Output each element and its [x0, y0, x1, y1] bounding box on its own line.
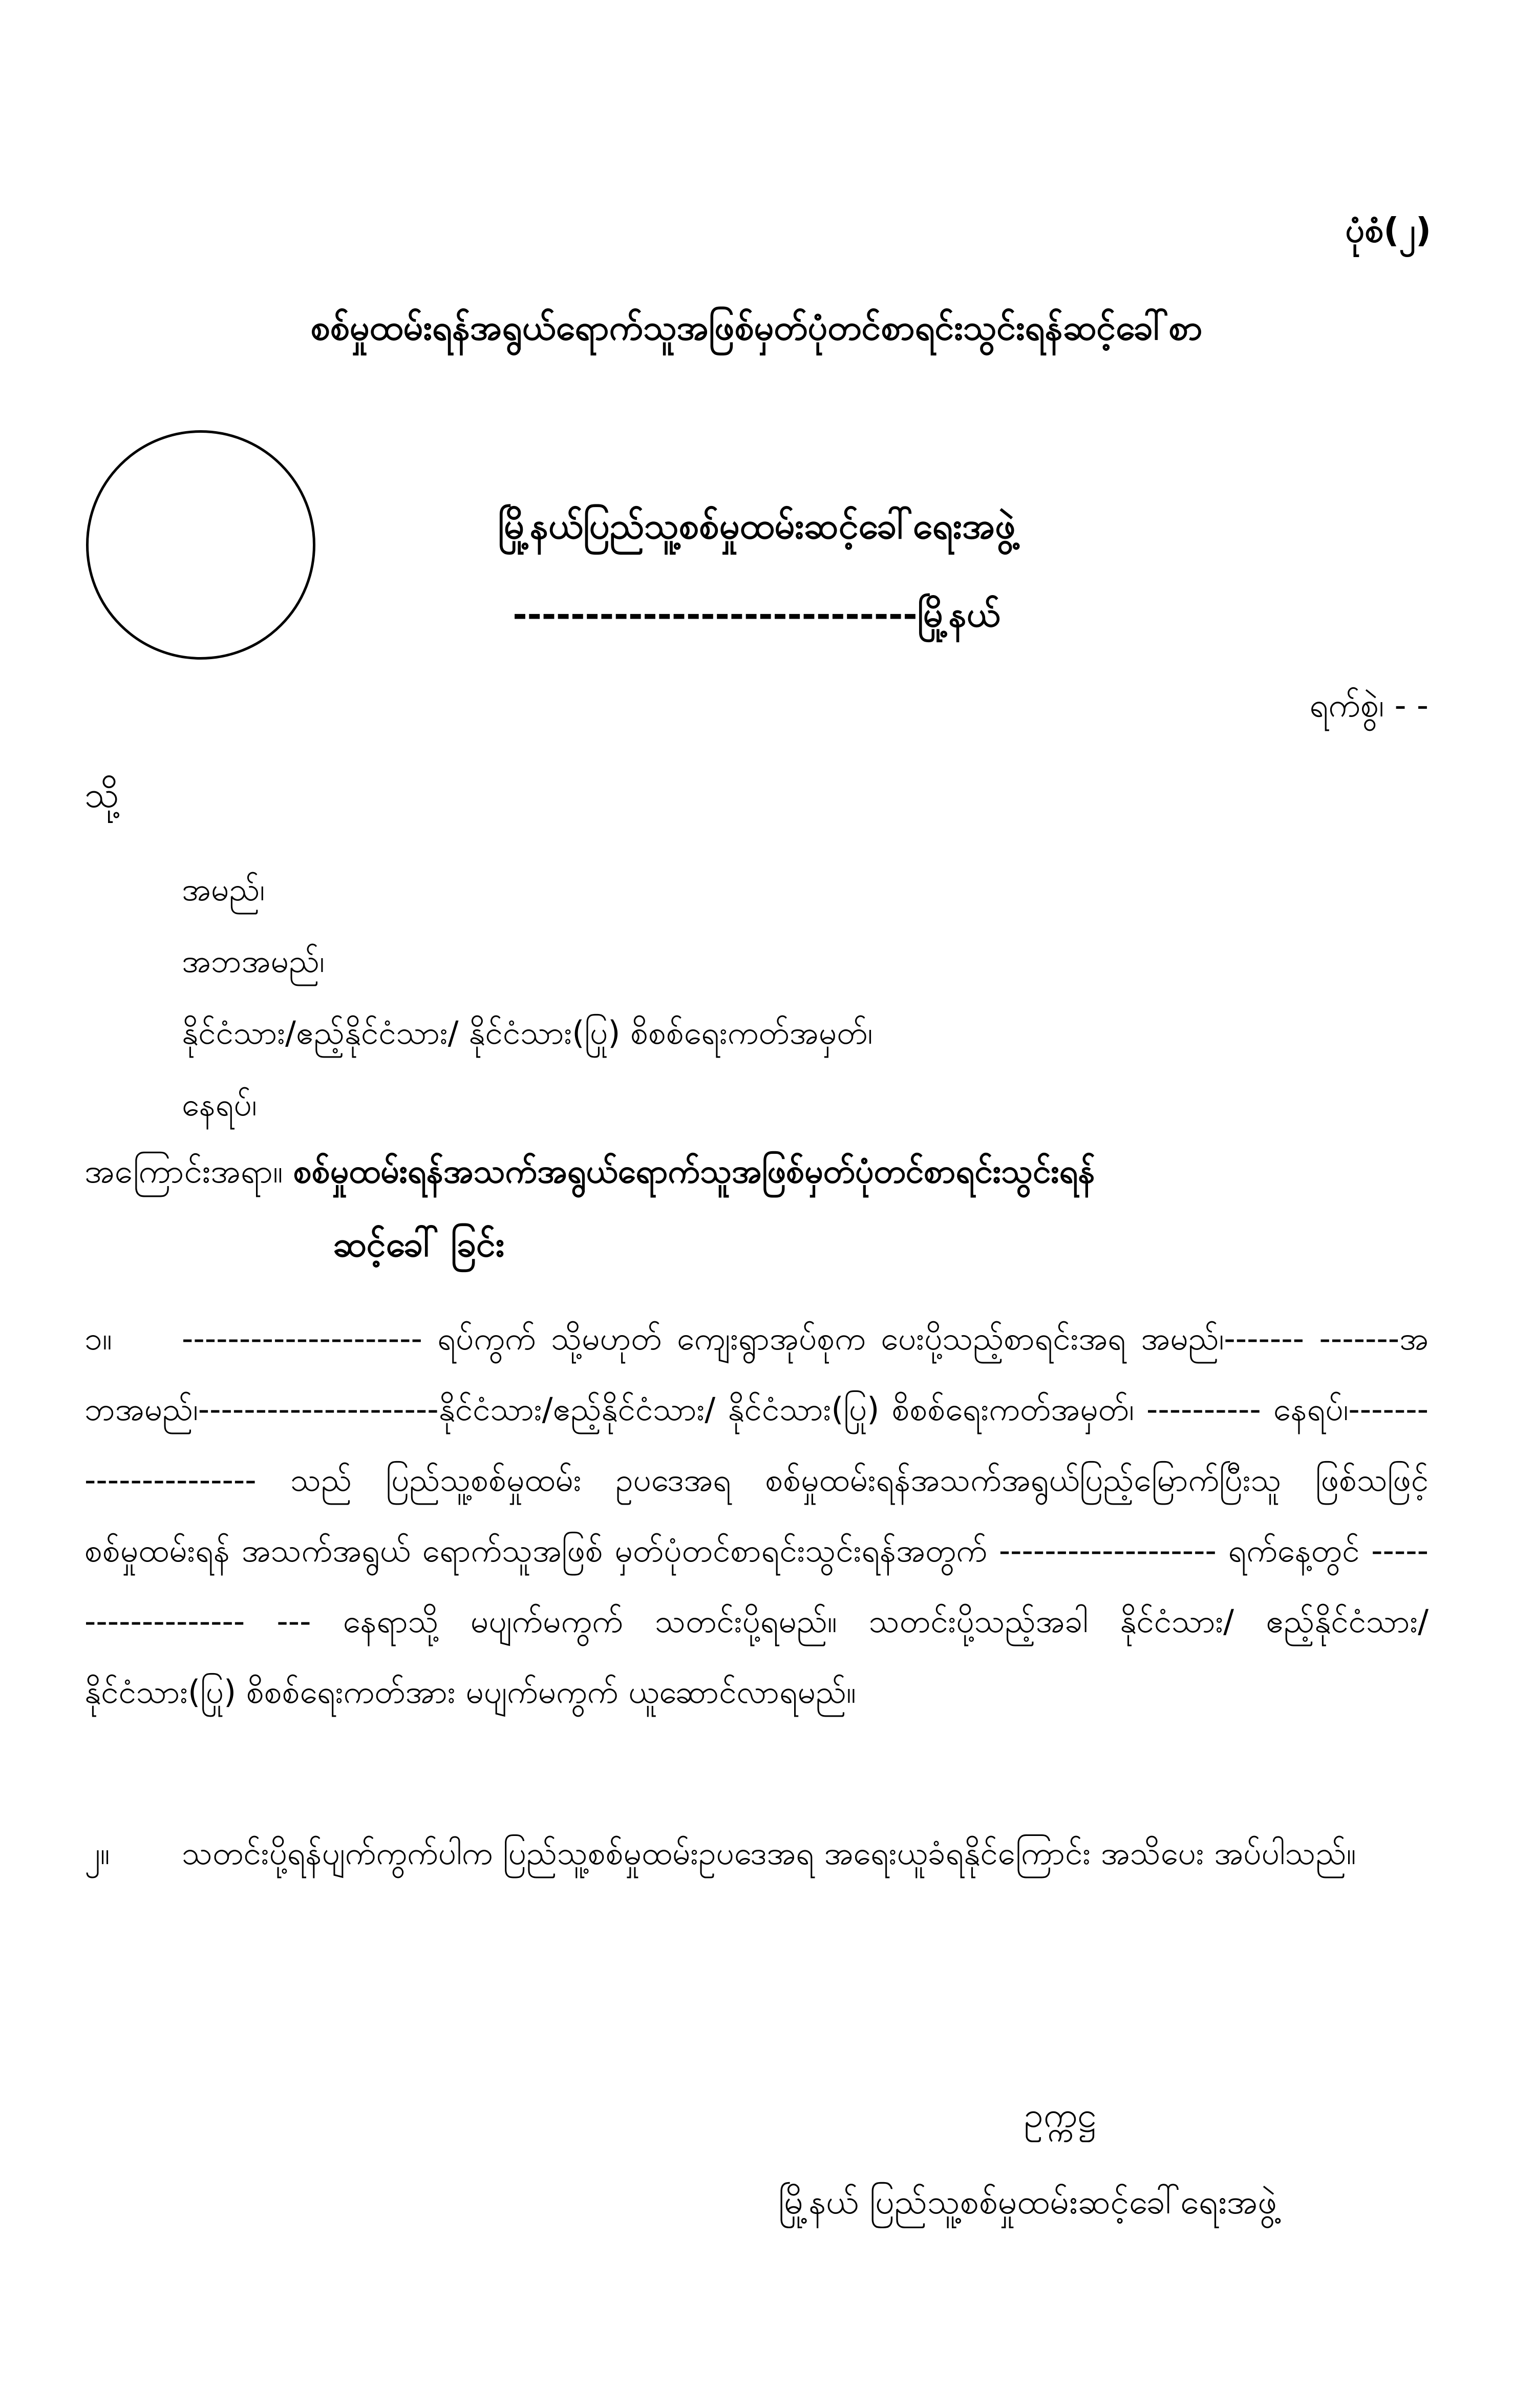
- signature-chair: ဥက္ကဋ္ဌ: [1024, 2095, 1097, 2136]
- field-father-name: အဘအမည်၊: [182, 942, 325, 980]
- subject-text-continued: ဆင့်ခေါ် ခြင်း: [333, 1224, 504, 1265]
- paragraph-1: [84, 1303, 1429, 1727]
- paragraph-number: ၁။: [84, 1320, 112, 1357]
- subject-line: [84, 1147, 1095, 1196]
- paragraph-text: --------------------- ရပ်ကွက် သို့မဟုတ် ကျေးရွာအုပ်စုက ပေးပို့သည့်စာရင်းအရ အမည်၊------- -------အဘအမည်၊---------------------နိုင်ငံသား/ဧည့်နိုင်ငံသား/ နိုင်ငံသား(ပြု) စိစစ်ရေးကတ်အမှတ်၊ ---------- နေရပ်၊---------------------- သည် ပြည်သူ့စစ်မှုထမ်း ဥပဒေအရ စစ်မှုထမ်းရန်အသက်အရွယ်ပြည့်မြောက်ပြီးသူ ဖြစ်သဖြင့် စစ်မှုထမ်းရန် အသက်အရွယ် ရောက်သူအဖြစ် မှတ်ပုံတင်စာရင်းသွင်းရန်အတွက် ------------------- ရက်နေ့တွင် ------------------- --- နေရာသို့ မပျက်မကွက် သတင်းပို့ရမည်။ သတင်းပို့သည့်အခါ နိုင်ငံသား/ ဧည့်နိုင်ငံသား/ နိုင်ငံသား(ပြု) စိစစ်ရေးကတ်အား မပျက်မကွက် ယူဆောင်လာရမည်။: [84, 1320, 1429, 1710]
- issuing-office: မြို့နယ်ပြည်သူ့စစ်မှုထမ်းဆင့်ခေါ်ရေးအဖွဲ့: [498, 505, 1015, 547]
- signature-office: မြို့နယ် ပြည်သူ့စစ်မှုထမ်းဆင့်ခေါ်ရေးအဖွဲ့: [778, 2182, 1277, 2222]
- paragraph-2: [84, 1818, 1429, 1889]
- document-title: စစ်မှုထမ်းရန်အရွယ်ရောက်သူအဖြစ်မှတ်ပုံတင်စာရင်းသွင်းရန်ဆင့်ခေါ်စာ: [310, 308, 1203, 348]
- recipient-to: သို့: [84, 774, 119, 816]
- subject-label: အကြောင်းအရာ။: [84, 1153, 283, 1191]
- township-line: ----------------------------မြို့နယ်: [513, 595, 1000, 635]
- paragraph-text: သတင်းပို့ရန်ပျက်ကွက်ပါက ပြည်သူ့စစ်မှုထမ်းဥပဒေအရ အရေးယူခံရနိုင်ကြောင်း အသိပေး အပ်ပါသည်။: [182, 1834, 1356, 1872]
- form-number: ပုံစံ(၂): [1345, 210, 1431, 250]
- field-name: အမည်၊: [182, 871, 265, 908]
- field-nrc: နိုင်ငံသား/ဧည့်နိုင်ငံသား/ နိုင်ငံသား(ပြု) စိစစ်ရေးကတ်အမှတ်၊: [182, 1014, 873, 1051]
- date-line: ရက်စွဲ၊ - -: [1309, 687, 1429, 725]
- paragraph-number: ၂။: [84, 1834, 110, 1872]
- field-address: နေရပ်၊: [182, 1086, 257, 1123]
- subject-text: စစ်မှုထမ်းရန်အသက်အရွယ်ရောက်သူအဖြစ်မှတ်ပုံတင်စာရင်းသွင်းရန်: [293, 1153, 1095, 1191]
